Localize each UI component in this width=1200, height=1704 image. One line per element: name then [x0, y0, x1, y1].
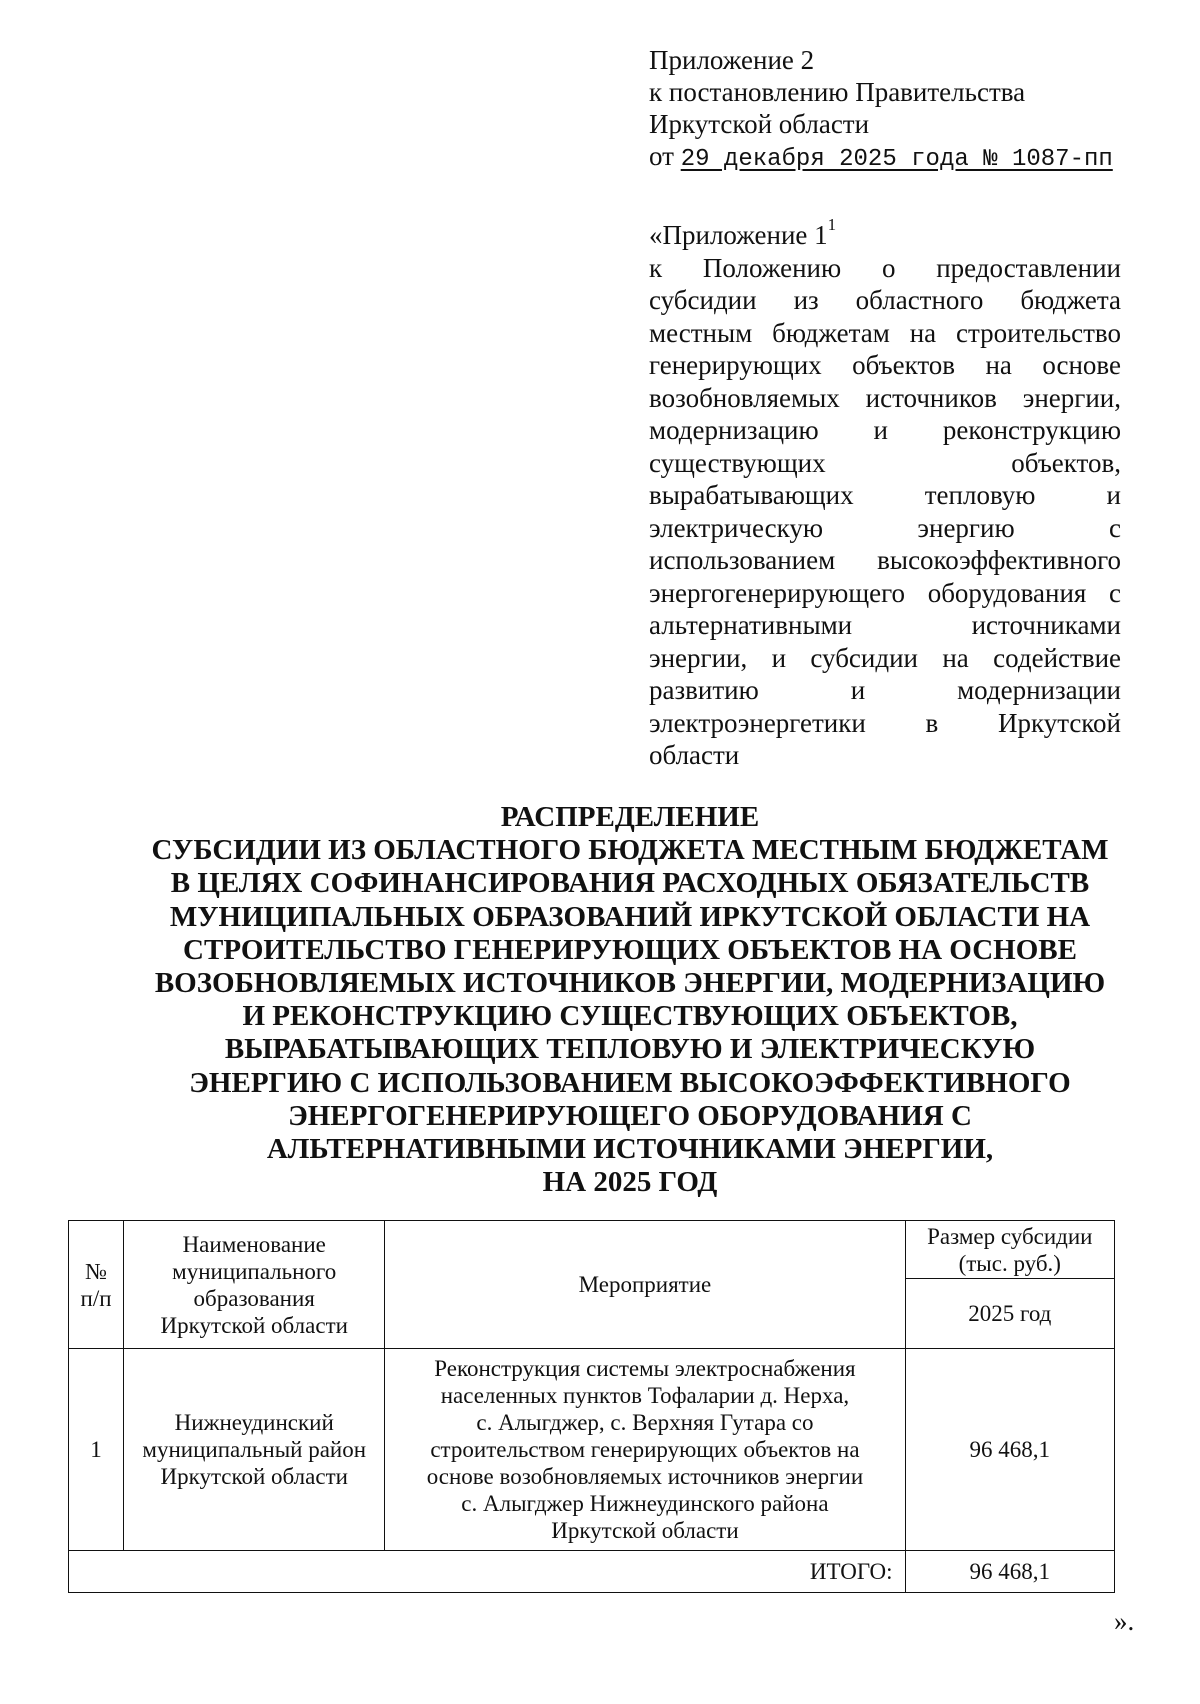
header-municipality	[124, 1221, 385, 1349]
appendix-line: области	[649, 740, 740, 770]
heading-line: ЭНЕРГИЮ С ИСПОЛЬЗОВАНИЕМ ВЫСОКОЭФФЕКТИВНОГО	[189, 1066, 1071, 1099]
heading-line: ВЫРАБАТЫВАЮЩИХ ТЕПЛОВУЮ И ЭЛЕКТРИЧЕСКУЮ	[224, 1033, 1036, 1066]
heading-line: РАСПРЕДЕЛЕНИЕ	[500, 801, 760, 833]
header-municipality-line: муниципального	[172, 1258, 337, 1284]
table-total-row	[69, 1551, 1115, 1593]
header-num	[69, 1221, 124, 1349]
row-event-line: строительством генерирующих объектов на	[430, 1437, 860, 1462]
total-label: ИТОГО:	[69, 1551, 906, 1593]
heading-line: НА 2025 ГОД	[542, 1166, 718, 1199]
document-heading	[150, 801, 1110, 1199]
row-event-line: с. Алыгджер Нижнеудинского района	[461, 1491, 829, 1516]
row-event-line: Реконструкция системы электроснабжения	[434, 1356, 856, 1381]
approval-line: к постановлению Правительства	[649, 77, 1026, 107]
row-event-line: с. Алыгджер, с. Верхняя Гутара со	[476, 1410, 814, 1435]
total-amount: 96 468,1	[905, 1551, 1114, 1593]
heading-line: В ЦЕЛЯХ СОФИНАНСИРОВАНИЯ РАСХОДНЫХ ОБЯЗАТЕЛЬСТВ	[170, 867, 1090, 900]
appendix-title-superscript: 1	[827, 215, 837, 234]
header-num-line: п/п	[80, 1285, 112, 1311]
appendix-line: генерирующих объектов на основе	[649, 350, 1121, 380]
row-municipality-line: муниципальный район	[142, 1437, 367, 1462]
appendix-line: местным бюджетам на строительство	[649, 317, 1121, 348]
heading-line: И РЕКОНСТРУКЦИЮ СУЩЕСТВУЮЩИХ ОБЪЕКТОВ,	[242, 1000, 1018, 1033]
appendix-line: возобновляемых источников энергии,	[649, 382, 1121, 413]
row-event-line: населенных пунктов Тофаларии д. Нерха,	[440, 1383, 850, 1408]
appendix-line: электроэнергетики в Иркутской	[649, 707, 1121, 738]
row-amount: 96 468,1	[905, 1349, 1114, 1551]
row-municipality	[124, 1349, 385, 1551]
heading-line: АЛЬТЕРНАТИВНЫМИ ИСТОЧНИКАМИ ЭНЕРГИИ,	[266, 1133, 994, 1166]
appendix-line: модернизацию и реконструкцию	[649, 415, 1121, 445]
row-event-line: Иркутской области	[551, 1518, 739, 1543]
row-municipality-line: Иркутской области	[160, 1464, 348, 1489]
decree-date-number: 29 декабря 2025 года № 1087-пп	[680, 146, 1113, 173]
heading-line: МУНИЦИПАЛЬНЫХ ОБРАЗОВАНИЙ ИРКУТСКОЙ ОБЛАСТИ НА	[169, 900, 1091, 933]
appendix-line: альтернативными источниками	[649, 610, 1121, 640]
header-municipality-line: Наименование	[182, 1231, 326, 1257]
header-amount	[905, 1221, 1114, 1279]
heading-line: СУБСИДИИ ИЗ ОБЛАСТНОГО БЮДЖЕТА МЕСТНЫМ БЮДЖЕТАМ	[151, 834, 1109, 867]
row-event	[385, 1349, 905, 1551]
appendix-title: «Приложение $1^1$	[649, 215, 837, 250]
header-amount-line: Размер субсидии	[927, 1223, 1093, 1249]
row-num: 1	[69, 1349, 124, 1551]
header-municipality-line: образования	[193, 1285, 315, 1311]
appendix-line: вырабатывающих тепловую и	[649, 480, 1121, 510]
closing-quote: ».	[1114, 1606, 1135, 1636]
appendix-line: существующих объектов,	[649, 447, 1121, 478]
approval-line: Иркутской области	[649, 109, 870, 139]
header-amount-line: (тыс. руб.)	[958, 1250, 1061, 1276]
subsidy-table	[68, 1220, 1115, 1593]
appendix-text	[649, 252, 1121, 772]
approval-block	[649, 44, 1129, 176]
appendix-line: субсидии из областного бюджета	[649, 285, 1121, 315]
table-header-row	[69, 1221, 1115, 1279]
table-row	[69, 1349, 1115, 1551]
header-num-line: №	[85, 1258, 108, 1284]
appendix-line: энергогенерирующего оборудования с	[649, 577, 1121, 608]
appendix-line: использованием высокоэффективного	[649, 545, 1121, 575]
approval-date-line	[649, 140, 1129, 176]
row-event-line: основе возобновляемых источников энергии	[426, 1464, 864, 1489]
approval-line: Приложение 2	[649, 45, 815, 75]
heading-line: ВОЗОБНОВЛЯЕМЫХ ИСТОЧНИКОВ ЭНЕРГИИ, МОДЕРНИЗАЦИЮ	[154, 967, 1106, 1000]
appendix-block	[649, 213, 1121, 772]
date-prefix: от	[649, 141, 674, 171]
row-municipality-line: Нижнеудинский	[174, 1410, 334, 1435]
appendix-line: электрическую энергию с	[649, 512, 1121, 543]
appendix-line: к Положению о предоставлении	[649, 252, 1121, 283]
heading-line: СТРОИТЕЛЬСТВО ГЕНЕРИРУЮЩИХ ОБЪЕКТОВ НА ОСНОВЕ	[183, 933, 1077, 966]
header-municipality-line: Иркутской области	[160, 1312, 348, 1338]
heading-line: ЭНЕРГОГЕНЕРИРУЮЩЕГО ОБОРУДОВАНИЯ С	[288, 1099, 972, 1132]
appendix-line: энергии, и субсидии на содействие	[649, 642, 1121, 673]
header-year: 2025 год	[905, 1279, 1114, 1349]
appendix-line: развитию и модернизации	[649, 675, 1121, 705]
header-event: Мероприятие	[385, 1221, 905, 1349]
